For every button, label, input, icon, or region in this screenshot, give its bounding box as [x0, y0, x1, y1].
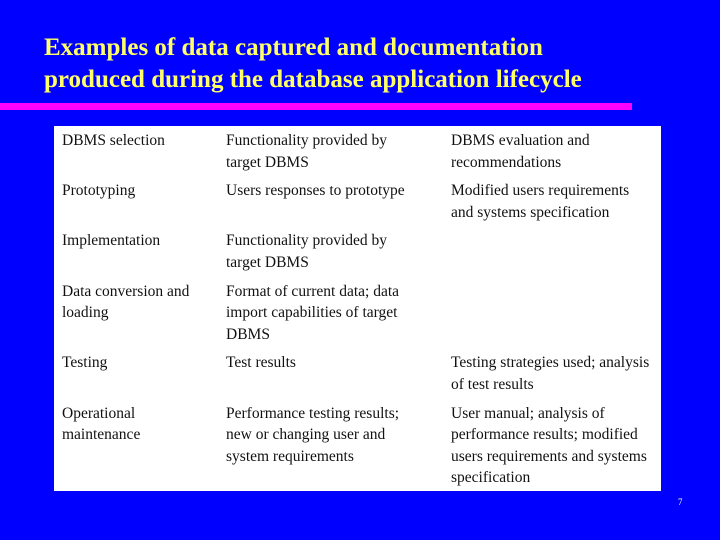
data-captured-cell [226, 403, 451, 491]
cell-text-line: of test results [451, 375, 534, 393]
data-captured-cell [226, 352, 451, 402]
cell-text-line: Testing [62, 354, 108, 372]
documentation-cell [451, 180, 656, 230]
cell-text-line: Modified users requirements [451, 182, 630, 200]
cell-text-line: Users responses to prototype [226, 182, 405, 200]
cell-text-line: Implementation [62, 232, 161, 250]
cell-text-line: Performance testing results; [226, 404, 400, 422]
slide-title-line-2: produced during the database application lifecycle [44, 66, 582, 93]
lifecycle-table-body [62, 130, 656, 491]
cell-text-line: import capabilities of target [226, 304, 398, 322]
cell-text-line: performance results; modified [451, 426, 638, 444]
cell-text-line: User manual; analysis of [451, 404, 605, 422]
title-underline-rule [0, 103, 632, 110]
cell-text-line: specification [451, 469, 531, 487]
cell-text-line: Format of current data; data [226, 282, 400, 300]
documentation-cell [451, 281, 656, 353]
table-row [62, 281, 656, 353]
cell-text-line: Functionality provided by [226, 132, 388, 149]
cell-text-line: system requirements [226, 447, 354, 465]
data-captured-cell [226, 230, 451, 280]
cell-text-line: Prototyping [62, 182, 136, 200]
cell-text-line: target DBMS [226, 253, 309, 271]
cell-text-line: Test results [226, 354, 296, 372]
table-row [62, 130, 656, 180]
documentation-cell [451, 403, 656, 491]
cell-text-line: loading [62, 304, 109, 322]
lifecycle-table-panel [54, 126, 661, 491]
stage-cell [62, 130, 226, 180]
slide-title-line-1: Examples of data captured and documentation [44, 34, 543, 61]
data-captured-cell [226, 180, 451, 230]
documentation-cell [451, 130, 656, 180]
table-row [62, 230, 656, 280]
table-row [62, 352, 656, 402]
page-number: 7 [678, 497, 683, 507]
stage-cell [62, 352, 226, 402]
cell-text-line: maintenance [62, 426, 141, 444]
stage-cell [62, 403, 226, 491]
cell-text-line: DBMS [226, 325, 270, 343]
cell-text-line: DBMS selection [62, 132, 165, 149]
cell-text-line: new or changing user and [226, 426, 386, 444]
table-row [62, 403, 656, 491]
cell-text-line: Operational [62, 404, 136, 422]
cell-text-line: and systems specification [451, 203, 610, 221]
cell-text-line: Functionality provided by [226, 232, 388, 250]
cell-text-line: DBMS evaluation and [451, 132, 590, 149]
cell-text-line: Testing strategies used; analysis [451, 354, 650, 372]
stage-cell [62, 230, 226, 280]
data-captured-cell [226, 281, 451, 353]
data-captured-cell [226, 130, 451, 180]
documentation-cell [451, 230, 656, 280]
cell-text-line: Data conversion and [62, 282, 190, 300]
stage-cell [62, 180, 226, 230]
cell-text-line: recommendations [451, 153, 562, 171]
slide-title [44, 32, 704, 96]
documentation-cell [451, 352, 656, 402]
stage-cell [62, 281, 226, 353]
lifecycle-table [62, 130, 656, 491]
cell-text-line: users requirements and systems [451, 447, 647, 465]
cell-text-line: target DBMS [226, 153, 309, 171]
table-row [62, 180, 656, 230]
